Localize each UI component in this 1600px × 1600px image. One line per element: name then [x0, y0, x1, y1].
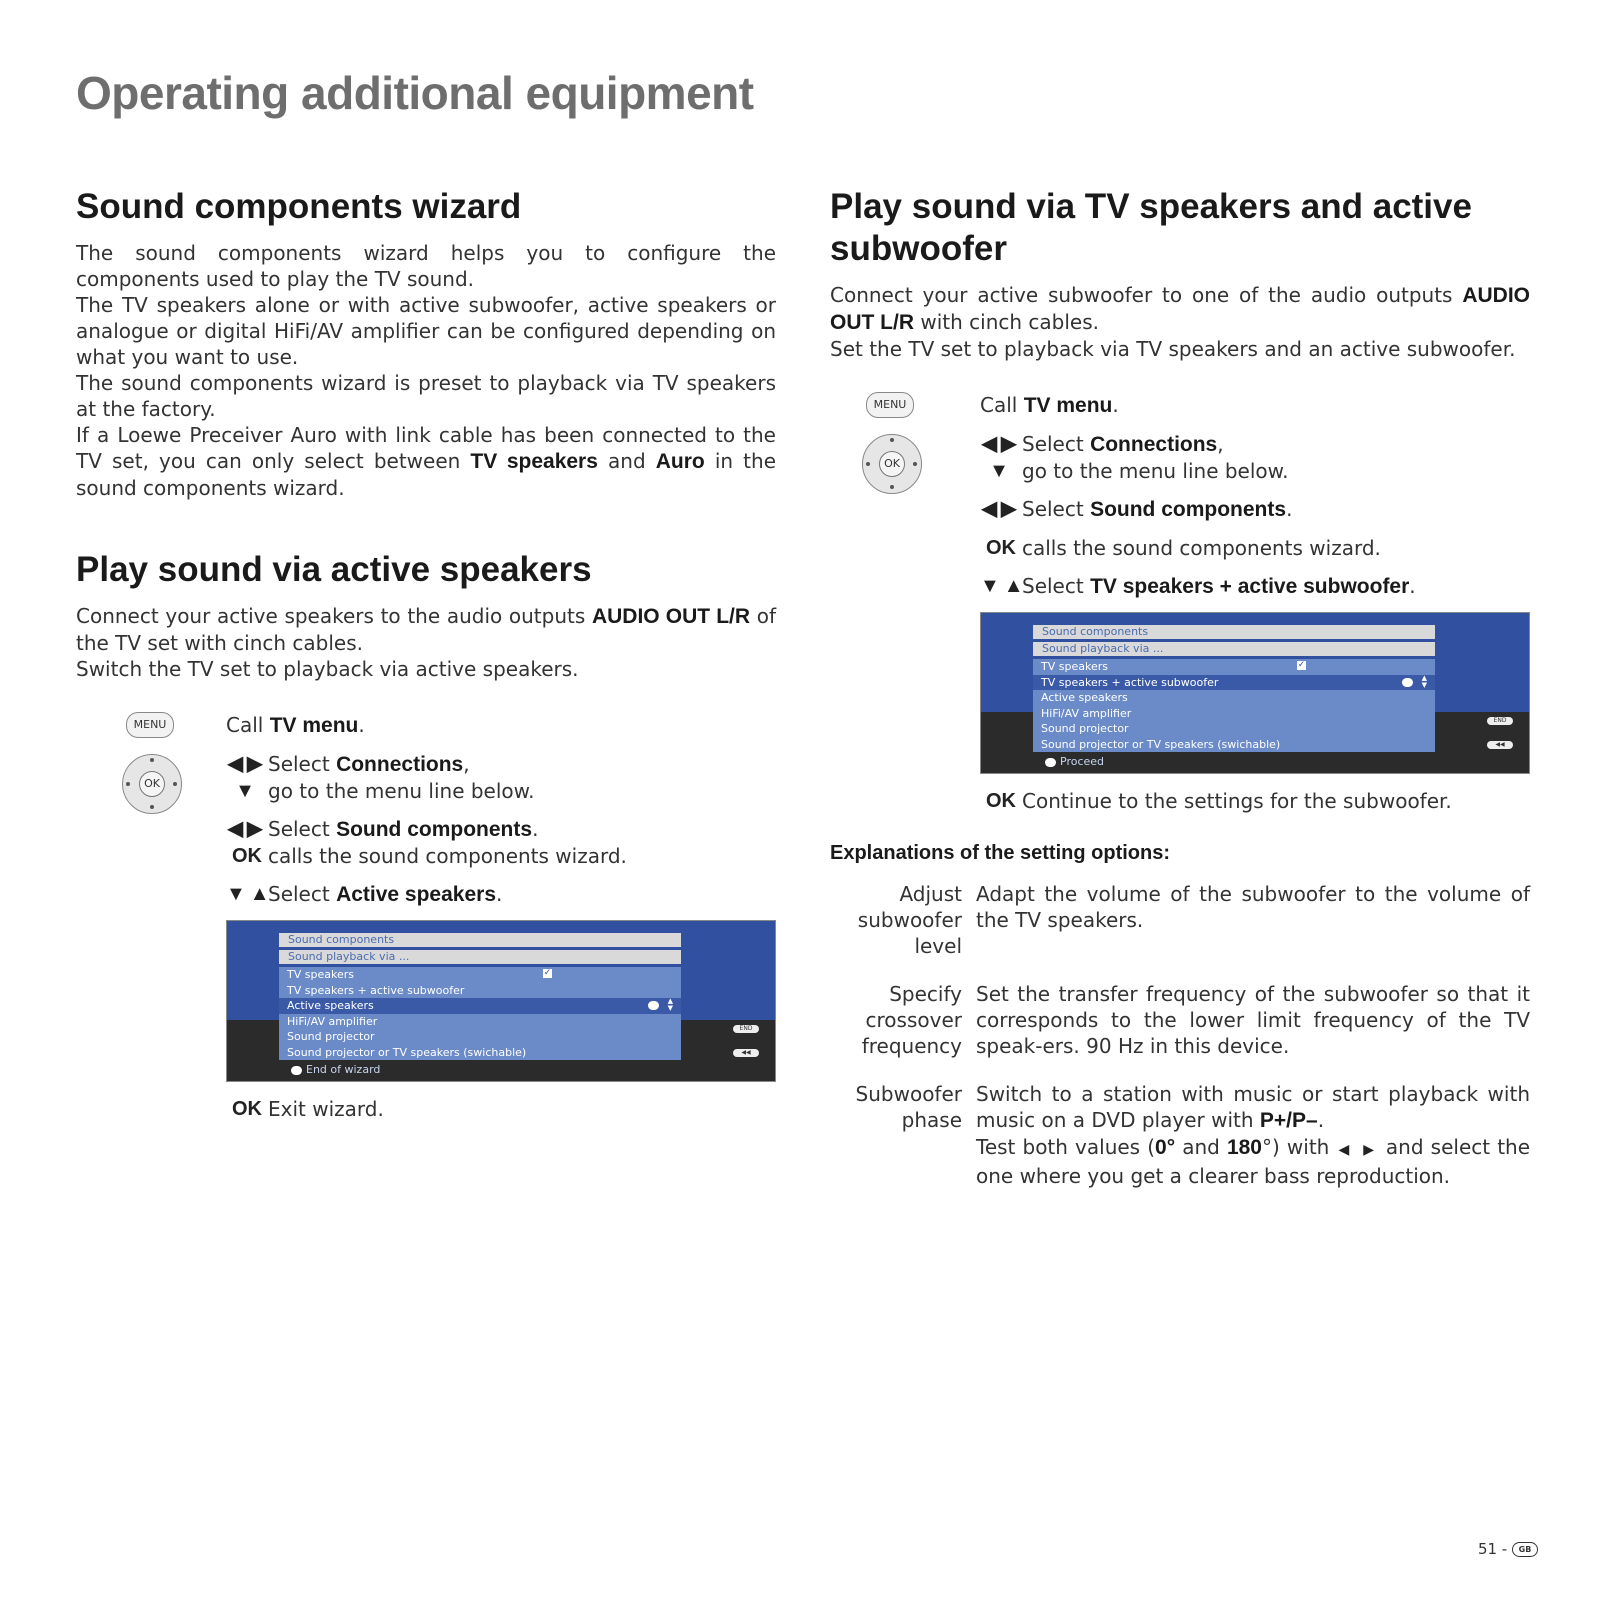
tv-menu-row: Sound projector — [287, 1030, 375, 1043]
down-arrow-icon: ▼ — [235, 780, 259, 802]
tv-menu-row: TV speakers + active subwoofer — [287, 983, 465, 997]
step-select-connections: ◀▶ Select Connections, ▼ go to the menu line below. — [227, 752, 535, 803]
ok-navigation-icon: OK — [862, 434, 922, 494]
step-select-sound: ◀▶ Select Sound components. — [981, 497, 1293, 521]
subwoofer-p1: Connect your active subwoofer to one of the audio outputs AUDIO OUT L/R with cinch cables. — [830, 283, 1530, 334]
up-down-icon: ▲ ▼ — [667, 997, 673, 1012]
wizard-p2: The TV speakers alone or with active subwoofer, active speakers or analogue or digital HiFi/AV amplifier can be configured depending on what you want to use. — [76, 293, 776, 369]
wizard-p3: The sound components wizard is preset to playback via TV speakers at the factory. — [76, 371, 776, 421]
left-right-arrows-icon: ◀▶ — [227, 753, 267, 775]
ok-badge-icon — [1402, 678, 1413, 687]
ok-navigation-icon: OK — [122, 754, 182, 814]
wizard-p1: The sound components wizard helps you to configure the components used to play the TV sound. — [76, 241, 776, 291]
active-heading: Play sound via active speakers — [76, 550, 592, 589]
checkmark-icon: ✓ — [1297, 660, 1306, 670]
option-phase: Subwoofer phase Switch to a station with music or start playback with music on a DVD player with P+/P–. Test both values (0° and 180°) with ◀ ▶ and select the one where you get a clearer bass reproduction. — [855, 1082, 1531, 1188]
step-select-sound: ◀▶ Select Sound components. OK calls the sound components wizard. — [227, 817, 627, 868]
tv-menu-row: Sound projector or TV speakers (swichable) — [287, 1045, 527, 1059]
step-continue: OK Continue to the settings for the subwoofer. — [986, 789, 1452, 813]
tv-menu-row: HiFi/AV amplifier — [1041, 706, 1132, 720]
ok-badge-icon — [291, 1066, 302, 1075]
option-subwoofer-level: Adjust subwoofer level Adapt the volume of the subwoofer to the volume of the TV speakers. — [857, 882, 1530, 958]
wizard-heading: Sound components wizard — [76, 187, 522, 226]
option-crossover: Specify crossover frequency Set the transfer frequency of the subwoofer so that it corresponds to the lower limit frequency of the TV speak-ers. 90 Hz in this device. — [861, 982, 1530, 1058]
active-steps — [76, 712, 776, 1122]
step-select-active: ▼▲ Select Active speakers. — [226, 882, 503, 906]
page-number: 51 - GB — [1478, 1540, 1538, 1558]
active-p2: Switch the TV set to playback via active speakers. — [76, 657, 579, 681]
tv-menu-row: TV speakers ✓ — [287, 968, 552, 981]
back-button-icon: ◀◀ — [733, 1049, 759, 1057]
subwoofer-steps — [830, 392, 1530, 814]
tv-menu-row: HiFi/AV amplifier — [287, 1014, 378, 1028]
step-call-menu: Call TV menu. — [226, 713, 365, 737]
tv-screen-subwoofer: Sound components Sound playback via ... TV speakers ✓ TV speakers + active subwoofer ▲ ▼ Active speakers HiFi/AV amplifier Sound projector Sound projector or TV speakers (swichable) Proceed END ◀◀ — [980, 612, 1530, 774]
subwoofer-heading: Play sound via TV speakers and active subwoofer — [830, 187, 1472, 268]
page-title: Operating additional equipment — [76, 67, 754, 119]
up-down-arrows-icon: ▼▲ — [980, 575, 1028, 597]
up-down-icon: ▲ ▼ — [1421, 673, 1427, 689]
right-column — [830, 186, 1530, 1211]
step-select-subwoofer: ▼▲ Select TV speakers + active subwoofer. — [980, 574, 1416, 598]
menu-button-icon: MENU — [126, 712, 174, 738]
left-column — [76, 186, 776, 1134]
country-badge: GB — [1512, 1542, 1538, 1557]
wizard-p4: If a Loewe Preceiver Auro with link cable has been connected to the TV set, you can only select between TV speakers and Auro in the sound components wizard. — [76, 423, 777, 500]
step-ok-calls: OK calls the sound components wizard. — [986, 536, 1381, 560]
tv-menu-row: TV speakers ✓ — [1041, 660, 1306, 673]
down-arrow-icon: ▼ — [989, 460, 1013, 482]
left-right-arrows-icon: ◀▶ — [227, 818, 267, 840]
explanations-title: Explanations of the setting options: — [830, 842, 1170, 864]
back-button-icon: ◀◀ — [1487, 741, 1513, 749]
tv-menu-row: Active speakers — [1041, 691, 1128, 704]
end-button-icon: END — [733, 1025, 759, 1033]
step-exit: OK Exit wizard. — [232, 1097, 384, 1121]
ok-badge-icon — [648, 1001, 659, 1010]
checkmark-icon: ✓ — [543, 968, 552, 978]
left-right-arrows-icon: ◀▶ — [981, 433, 1021, 455]
active-p1: Connect your active speakers to the audio outputs AUDIO OUT L/R of the TV set with cinch cables. — [76, 604, 777, 655]
tv-menu-row: Sound projector or TV speakers (swichable) — [1041, 737, 1281, 751]
ok-badge-icon — [1045, 758, 1056, 767]
up-down-arrows-icon: ▼▲ — [226, 883, 274, 905]
tv-menu-row-selected: TV speakers + active subwoofer ▲ ▼ — [1033, 675, 1435, 691]
tv-menu-row-selected: Active speakers ▲ ▼ — [279, 998, 681, 1014]
menu-button-icon: MENU — [866, 392, 914, 418]
left-right-arrows-icon: ◀ ▶ — [1329, 1142, 1379, 1158]
tv-menu-row: Sound projector — [1041, 722, 1129, 735]
tv-screen-active: Sound components Sound playback via ... TV speakers ✓ TV speakers + active subwoofer Active speakers ▲ ▼ HiFi/AV amplifier Sound projector Sound projector or TV speakers (swichable) End of wizard END ◀◀ — [226, 920, 776, 1082]
end-button-icon: END — [1487, 717, 1513, 725]
subwoofer-p2: Set the TV set to playback via TV speakers and an active subwoofer. — [830, 337, 1516, 361]
step-select-connections: ◀▶ Select Connections, ▼ go to the menu line below. — [981, 432, 1289, 483]
left-right-arrows-icon: ◀▶ — [981, 498, 1021, 520]
step-call-menu: Call TV menu. — [980, 393, 1119, 417]
